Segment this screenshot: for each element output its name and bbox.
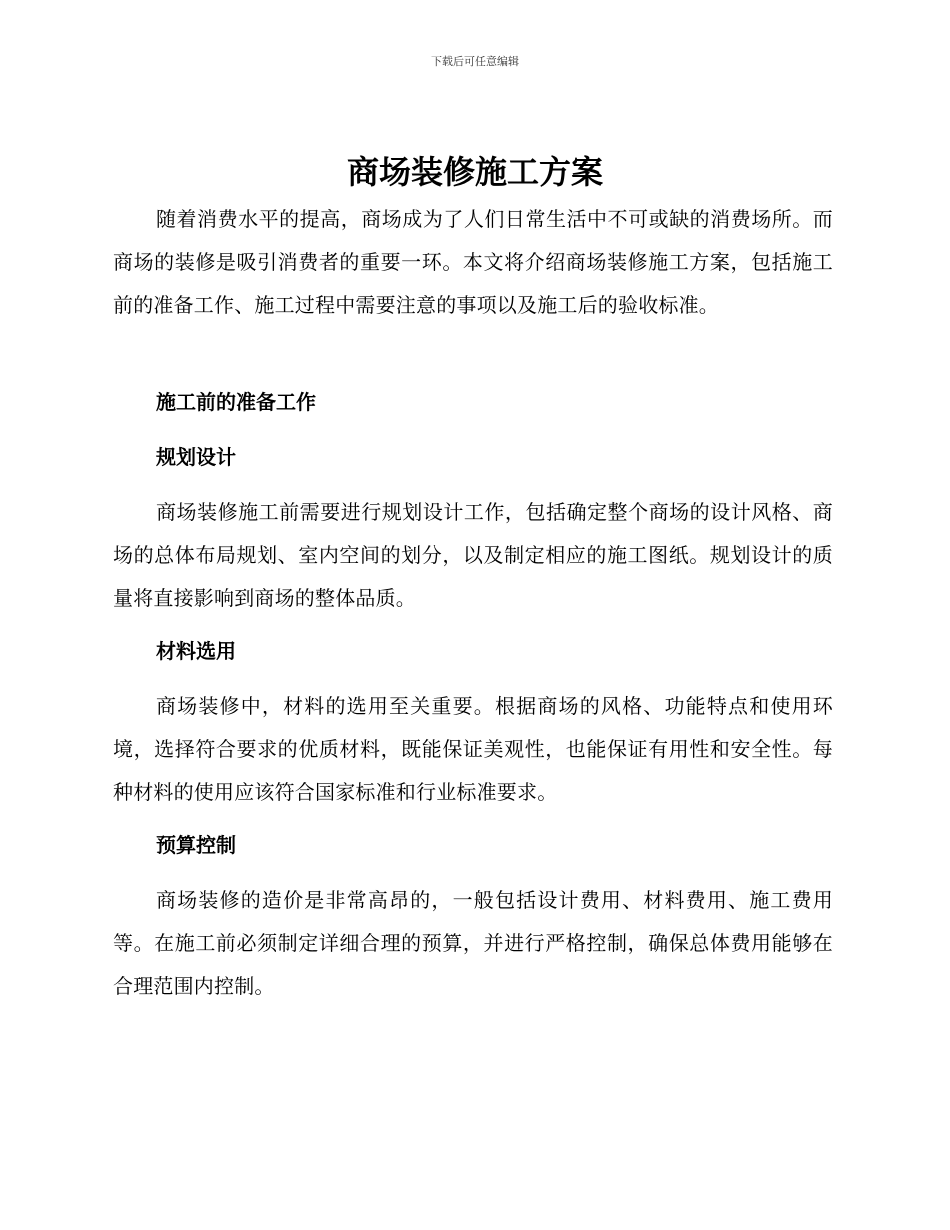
page-title: 商场装修施工方案 [346,153,603,191]
section-heading-prep: 施工前的准备工作 [156,390,316,414]
budget-paragraph: 商场装修的造价是非常高昂的，一般包括设计费用、材料费用、施工费用等。在施工前必须制定详细合理的预算，并进行严格控制，确保总体费用能够在合理范围内控制。 [113,888,833,998]
header-note: 下载后可任意编辑 [431,55,519,68]
intro-paragraph: 随着消费水平的提高，商场成为了人们日常生活中不可或缺的消费场所。而商场的装修是吸引消费者的重要一环。本文将介绍商场装修施工方案，包括施工前的准备工作、施工过程中需要注意的事项以及施工后的验收标准。 [113,207,833,317]
subheading-budget: 预算控制 [156,833,236,857]
materials-paragraph: 商场装修中，材料的选用至关重要。根据商场的风格、功能特点和使用环境，选择符合要求的优质材料，既能保证美观性，也能保证有用性和安全性。每种材料的使用应该符合国家标准和行业标准要求。 [113,694,833,804]
subheading-planning: 规划设计 [156,445,236,469]
subheading-materials: 材料选用 [156,639,236,663]
planning-paragraph: 商场装修施工前需要进行规划设计工作，包括确定整个商场的设计风格、商场的总体布局规划、室内空间的划分，以及制定相应的施工图纸。规划设计的质量将直接影响到商场的整体品质。 [113,500,833,610]
